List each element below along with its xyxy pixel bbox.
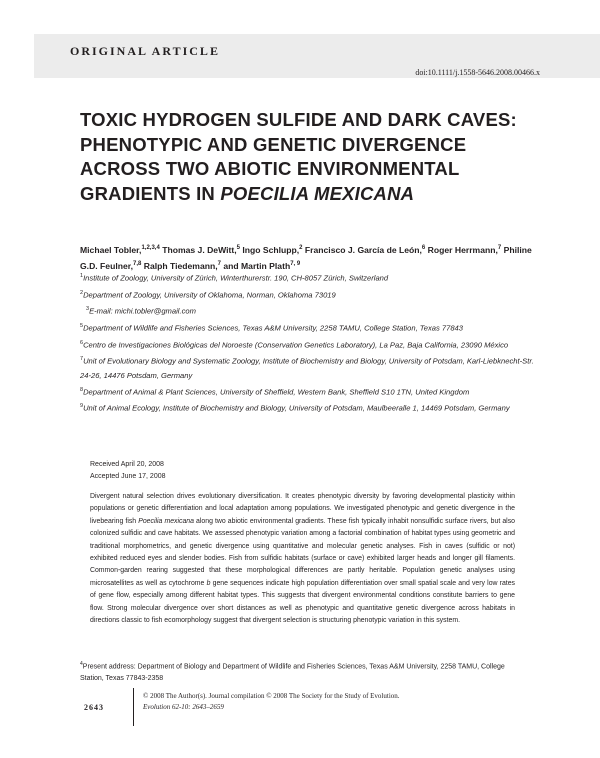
affiliation-marker: 3	[86, 306, 90, 313]
footer-divider	[133, 688, 134, 726]
author-affiliation-marker: 7	[217, 260, 221, 267]
page-number: 2643	[84, 703, 104, 712]
author-name: Thomas J. DeWitt,	[162, 244, 237, 255]
author-name: and Martin Plath	[223, 260, 291, 271]
author-name: Philine G.D. Feulner,	[80, 244, 532, 271]
footnote-text: Present address: Department of Biology and Department of Wildlife and Fisheries Sciences, Texas A&M University, 2258 TAMU, College Station, Texas 77843-2358	[80, 663, 505, 683]
author-affiliation-marker: 6	[421, 245, 426, 251]
author-name: Ingo Schlupp,	[242, 244, 300, 255]
author-name: Ralph Tiedemann,	[143, 260, 218, 271]
title-main: TOXIC HYDROGEN SULFIDE AND DARK CAVES: PHENOTYPIC AND GENETIC DIVERGENCE ACROSS TWO ABIOTIC ENVIRONMENTAL GRADIENTS IN	[80, 109, 517, 204]
affiliation-marker: 9	[80, 403, 84, 410]
author	[305, 245, 425, 255]
received-date: Received April 20, 2008	[90, 461, 164, 468]
author-name: Francisco J. García de León,	[304, 244, 422, 255]
author-affiliation-marker: 7	[497, 245, 502, 251]
affiliation-marker: 1	[80, 273, 84, 279]
author-affiliation-marker: 2	[299, 245, 303, 251]
affiliation-marker: 2	[80, 289, 84, 296]
affiliation-list	[80, 269, 540, 416]
affiliation-text: Department of Zoology, University of Oklahoma, Norman, Oklahoma 73019	[83, 290, 336, 300]
affiliation-text: Unit of Evolutionary Biology and Systematic Zoology, Institute of Biochemistry and Biology, University of Potsdam, Karl-Liebknecht-Str. 24-26, 14476 Potsdam, Germany	[80, 356, 534, 380]
affiliation	[80, 319, 540, 336]
author	[162, 245, 240, 255]
affiliation-marker: 5	[80, 322, 84, 329]
author-affiliation-marker: 5	[236, 245, 240, 251]
affiliation-text: E-mail: michi.tobler@gmail.com	[89, 306, 196, 316]
author-name: Roger Herrmann,	[427, 244, 498, 255]
copyright-block	[143, 691, 400, 713]
author-affiliation-marker: 1,2,3,4	[141, 245, 160, 251]
affiliation	[80, 302, 540, 319]
author	[242, 245, 302, 255]
section-label: ORIGINAL ARTICLE	[70, 44, 220, 58]
abstract-part-2: along two abiotic environmental gradients. These fish typically inhabit nonsulfidic surface rivers, but also colonized sulfidic and cave habitats. We assessed phenotypic variation among a factorial combination of habitat types using geometric and traditional morphometrics, and genetic divergence using quantitative and molecular genetic analyses. Fish in caves (sulfidic or not) exhibited reduced eyes and slender bodies. Fish from sulfidic habitats (surface or cave) exhibited larger heads and longer gill filaments. Common-garden rearing suggested that these morphological differences are partly heritable. Population genetic analyses using microsatellites as well as cytochrome	[90, 517, 515, 587]
doi: doi:10.1111/j.1558-5646.2008.00466.x	[415, 68, 540, 77]
author-affiliation-marker: 7,8	[133, 260, 142, 267]
affiliation-text: Unit of Animal Ecology, Institute of Biochemistry and Biology, University of Potsdam, Maulbeeralle 1, 14469 Potsdam, Germany	[83, 404, 510, 413]
affiliation-text: Institute of Zoology, University of Zürich, Winterthurerstr. 190, CH-8057 Zürich, Switzerland	[83, 273, 389, 283]
affiliation-text: Department of Animal & Plant Sciences, University of Sheffield, Western Bank, Sheffield S10 1TN, United Kingdom	[83, 387, 470, 397]
author	[428, 245, 502, 255]
affiliation-marker: 8	[80, 386, 84, 393]
footnote-marker: 4	[80, 661, 83, 667]
footnote	[80, 658, 530, 685]
affiliation	[80, 383, 540, 400]
author	[80, 245, 160, 255]
author-name: Michael Tobler,	[80, 244, 142, 255]
abstract-part-1: Divergent natural selection drives evolutionary diversification. It creates phenotypic diversity by favoring developmental plasticity within populations or genetic differentiation and local adaptation among populations. We investigated phenotypic and genetic divergence in the livebearing fish	[90, 493, 515, 525]
article-dates	[90, 459, 166, 483]
affiliation	[80, 286, 540, 303]
affiliation-text: Department of Wildlife and Fisheries Sciences, Texas A&M University, 2258 TAMU, College Station, Texas 77843	[83, 323, 463, 333]
affiliation-text: Centro de Investigaciones Biológicas del Noroeste (Conservation Genetics Laboratory), La Paz, Baja California, 23090 México	[83, 340, 509, 350]
abstract-species: Poecilia mexicana	[138, 517, 194, 525]
abstract	[90, 491, 515, 627]
affiliation-marker: 7	[80, 356, 84, 363]
author-list	[80, 241, 540, 273]
accepted-date: Accepted June 17, 2008	[90, 473, 166, 480]
journal-citation: Evolution 62-10: 2643–2659	[143, 703, 224, 711]
abstract-gene: b	[206, 579, 211, 587]
affiliation	[80, 399, 540, 416]
affiliation	[80, 352, 540, 383]
article-title	[80, 108, 550, 206]
affiliation	[80, 336, 540, 353]
affiliation-marker: 6	[80, 339, 84, 346]
abstract-part-3: gene sequences indicate high population differentiation over small spatial scale and very low rates of gene flow, especially among different habitat types. This suggests that divergent environmental conditions constitute barriers to gene flow. Strong molecular divergence over short distances as well as phenotypic and quantitative genetic divergence across habitats in directions classic to fish ecomorphology suggest that divergent selection is structuring phenotypic variation in this system.	[90, 579, 515, 625]
affiliation	[80, 269, 540, 286]
title-species: POECILIA MEXICANA	[220, 182, 415, 204]
copyright-line: © 2008 The Author(s). Journal compilation © 2008 The Society for the Study of Evolution.	[143, 692, 400, 700]
author-affiliation-marker: 7, 9	[290, 260, 301, 267]
